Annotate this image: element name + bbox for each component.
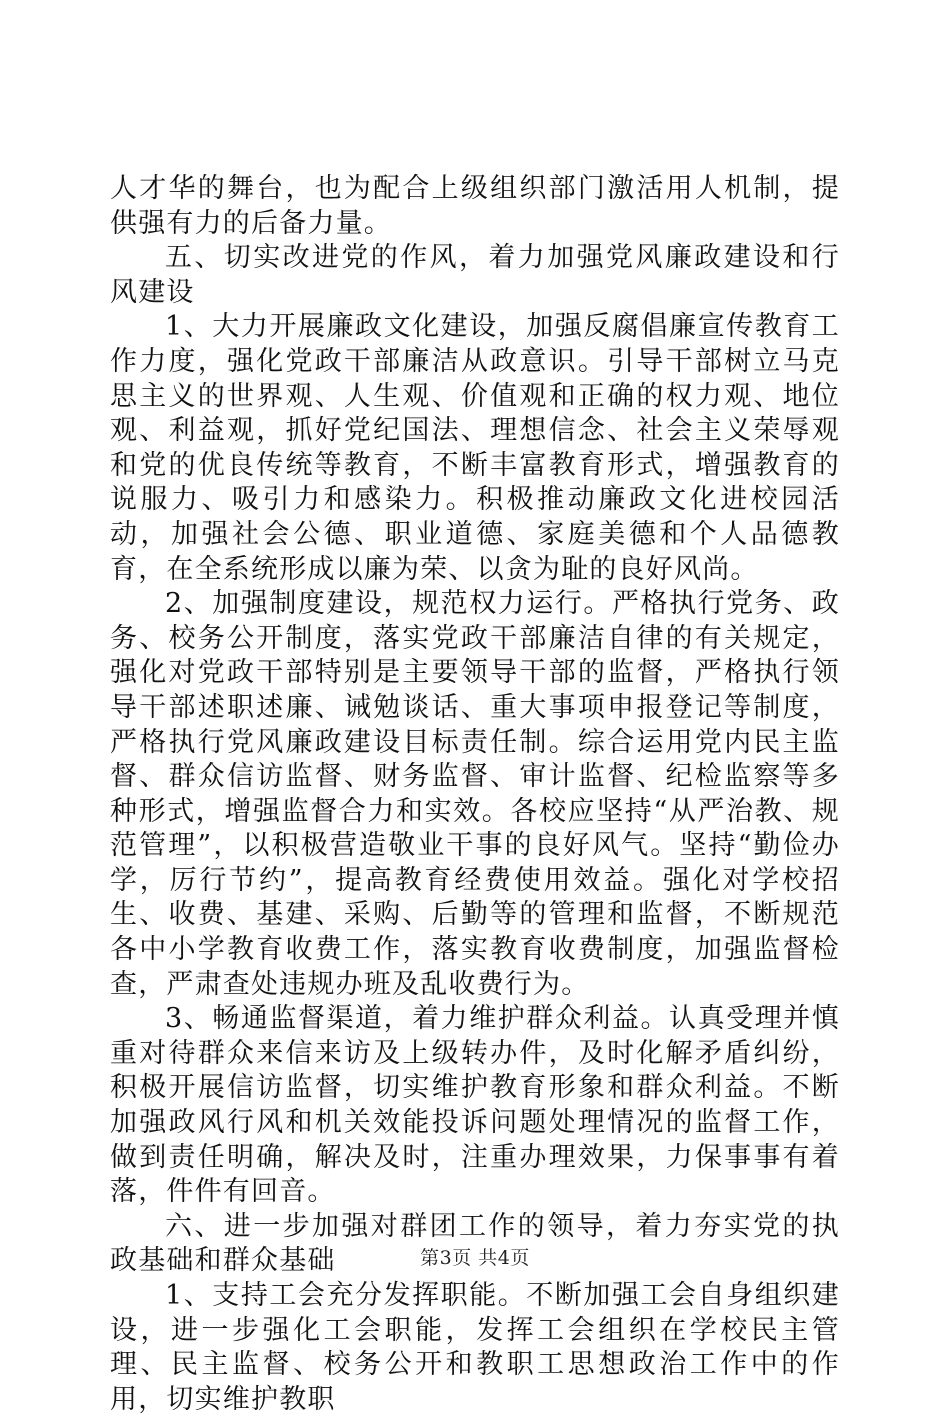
- section-heading-six: 六、进一步加强对群团工作的领导，着力夯实党的执政基础和群众基础: [110, 1210, 840, 1277]
- page-number-footer: 第3页 共4页: [420, 1247, 530, 1269]
- section-heading-five: 五、切实改进党的作风，着力加强党风廉政建设和行风建设: [110, 242, 840, 308]
- document-body: [110, 172, 840, 1417]
- paragraph-item-3: 3、畅通监督渠道，着力维护群众利益。认真受理并慎重对待群众来信来访及上级转办件，及时化解矛盾纠纷，积极开展信访监督，切实维护教育形象和群众利益。不断加强政风行风和机关效能投诉问题处理情况的监督工作，做到责任明确，解决及时，注重办理效果，力保事事有着落，件件有回音。: [110, 1003, 840, 1208]
- paragraph-item-6-1: 1、支持工会充分发挥职能。不断加强工会自身组织建设，进一步强化工会职能，发挥工会组织在学校民主管理、民主监督、校务公开和教职工思想政治工作中的作用，切实维护教职: [110, 1280, 840, 1415]
- paragraph-continuation: 人才华的舞台，也为配合上级组织部门激活用人机制，提供强有力的后备力量。: [110, 173, 840, 239]
- paragraph-item-2: 2、加强制度建设，规范权力运行。严格执行党务、政务、校务公开制度，落实党政干部廉洁自律的有关规定，强化对党政干部特别是主要领导干部的监督，严格执行领导干部述职述廉、诫勉谈话、重大事项申报登记等制度，严格执行党风廉政建设目标责任制。综合运用党内民主监督、群众信访监督、财务监督、审计监督、纪检监察等多种形式，增强监督合力和实效。各校应坚持“从严治教、规范管理”，以积极营造敬业干事的良好风气。坚持“勤俭办学，厉行节约”，提高教育经费使用效益。强化对学校招生、收费、基建、采购、后勤等的管理和监督，不断规范各中小学教育收费工作，落实教育收费制度，加强监督检查，严肃查处违规办班及乱收费行为。: [110, 588, 840, 1000]
- paragraph-item-1: 1、大力开展廉政文化建设，加强反腐倡廉宣传教育工作力度，强化党政干部廉洁从政意识。引导干部树立马克思主义的世界观、人生观、价值观和正确的权力观、地位观、利益观，抓好党纪国法、理想信念、社会主义荣辱观和党的优良传统等教育，不断丰富教育形式，增强教育的说服力、吸引力和感染力。积极推动廉政文化进校园活动，加强社会公德、职业道德、家庭美德和个人品德教育，在全系统形成以廉为荣、以贪为耻的良好风尚。: [110, 311, 840, 585]
